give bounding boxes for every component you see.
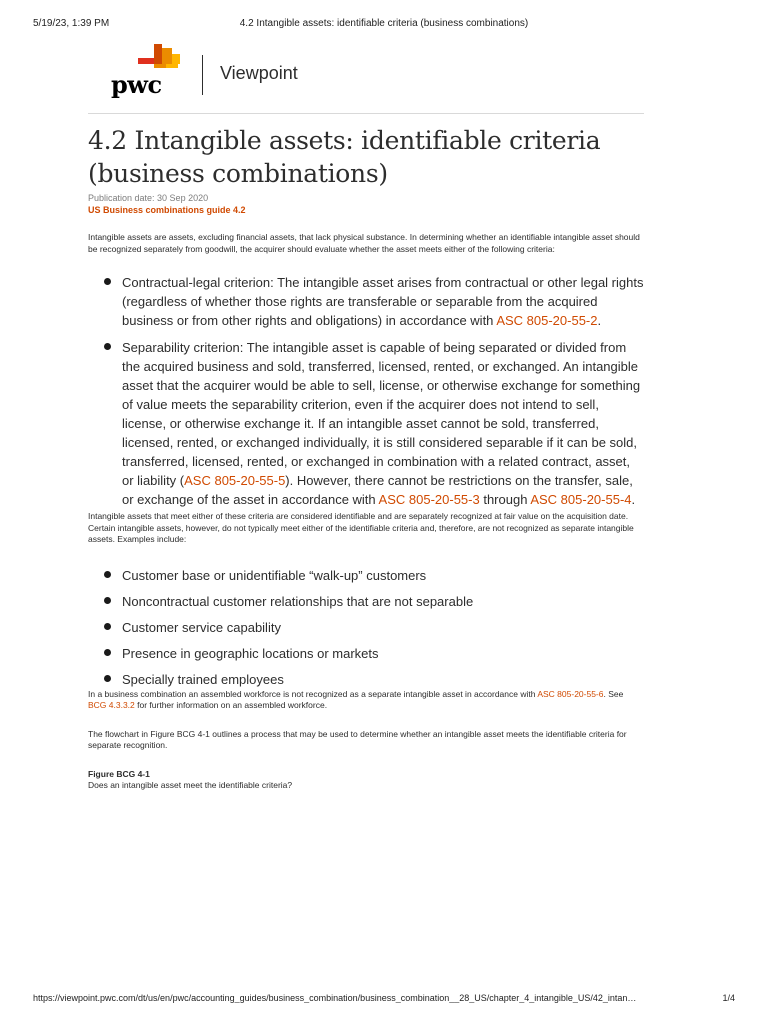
- print-timestamp: 5/19/23, 1:39 PM: [33, 18, 110, 29]
- print-footer: [33, 993, 735, 1007]
- figure-label: Figure BCG 4-1: [88, 768, 150, 779]
- print-header: [33, 18, 735, 32]
- article: [88, 124, 644, 792]
- criterion-contractual-text: Contractual-legal criterion: The intangible asset arises from contractual or other legal rights (regardless of whether those rights are transferable or separable from the acquired business or from other rights and obligations) in accordance with: [122, 275, 644, 328]
- example-item: Customer base or unidentifiable “walk-up” customers: [88, 566, 644, 585]
- print-tab-title: 4.2 Intangible assets: identifiable criteria (business combinations): [239, 18, 529, 29]
- print-url: https://viewpoint.pwc.com/dt/us/en/pwc/accounting_guides/business_combination/business_combination__28_US/chapter_4_intangible_US/42_intan…: [33, 993, 637, 1003]
- page-title: 4.2 Intangible assets: identifiable criteria (business combinations): [88, 126, 601, 188]
- figure-caption: Does an intangible asset meet the identifiable criteria?: [88, 780, 293, 790]
- header-rule: [88, 113, 644, 114]
- print-page-number: 1/4: [722, 993, 735, 1003]
- guide-link[interactable]: US Business combinations guide 4.2: [88, 205, 246, 215]
- assembled-workforce-paragraph: In a business combination an assembled workforce is not recognized as a separate intangible asset in accordance with ASC 805-20-55-6. See BCG 4.3.3.2 for further information on an assembled workforce.: [88, 688, 624, 710]
- logo-divider: [202, 55, 203, 95]
- pwc-logo-word: pwc: [111, 70, 162, 99]
- example-item: Customer service capability: [88, 618, 644, 637]
- asc-805-20-55-4-link[interactable]: ASC 805-20-55-4: [530, 492, 632, 507]
- publication-date: Publication date: 30 Sep 2020: [88, 193, 209, 203]
- example-item: Presence in geographic locations or markets: [88, 644, 644, 663]
- example-item: Noncontractual customer relationships that are not separable: [88, 592, 644, 611]
- criteria-list: [88, 273, 644, 509]
- asc-805-20-55-2-link[interactable]: ASC 805-20-55-2: [496, 313, 598, 328]
- criterion-separability-text: Separability criterion: The intangible asset is capable of being separated or divided from the acquired business and sold, transferred, licensed, rented, or exchanged. An intangible asset that the acquirer would be able to sell, license, or otherwise exchange for something of value meets the separability criterion, even if the acquirer does not intend to sell, license, or otherwise exchange it. If an intangible asset cannot be sold, transferred, licensed, rented, or exchanged individually, it is still considered separable if it can be sold, transferred, licensed, rented, or exchanged in combination with a related contract, asset, or liability (: [122, 340, 641, 488]
- asc-805-20-55-3-link[interactable]: ASC 805-20-55-3: [378, 492, 480, 507]
- intro-paragraph: Intangible assets are assets, excluding financial assets, that lack physical substance. In determining whether an identifiable intangible asset should be recognized separately from goodwill, the acquirer should evaluate whether the asset meets either of the following criteria:: [88, 232, 640, 254]
- asc-805-20-55-6-link[interactable]: ASC 805-20-55-6: [537, 688, 604, 699]
- asc-805-20-55-5-link[interactable]: ASC 805-20-55-5: [184, 473, 286, 488]
- product-name: Viewpoint: [220, 63, 298, 83]
- criterion-separability: Separability criterion: The intangible asset is capable of being separated or divided from the acquired business and sold, transferred, licensed, rented, or exchanged. An intangible asset that the acquirer would be able to sell, license, or otherwise exchange for something of value meets the separability criterion, even if the acquirer does not intend to sell, license, or otherwise exchange it. If an intangible asset cannot be sold, transferred, licensed, rented, or exchanged individually, it is still considered separable if it can be sold, transferred, licensed, rented, or exchanged in combination with a related contract, asset, or liability (ASC 805-20-55-5). However, there cannot be restrictions on the transfer, sale, or exchange of the asset in accordance with ASC 805-20-55-3 through ASC 805-20-55-4.: [88, 338, 644, 509]
- criteria-summary-paragraph: Intangible assets that meet either of these criteria are considered identifiable and are separately recognized at fair value on the acquisition date. Certain intangible assets, however, do not typically meet either of the identifiable criteria and, therefore, are not recognized as separate intangible assets. Examples include:: [88, 511, 634, 544]
- bcg-4-3-3-2-link[interactable]: BCG 4.3.3.2: [88, 700, 135, 710]
- example-item: Specially trained employees: [88, 670, 644, 689]
- criterion-contractual: Contractual-legal criterion: The intangible asset arises from contractual or other legal rights (regardless of whether those rights are transferable or separable from the acquired business or from other rights and obligations) in accordance with ASC 805-20-55-2.: [88, 273, 644, 330]
- flowchart-intro-paragraph: The flowchart in Figure BCG 4-1 outlines a process that may be used to determine whether an intangible asset meets the identifiable criteria for separate recognition.: [88, 728, 627, 750]
- examples-list: [88, 566, 644, 689]
- pwc-logo[interactable]: [108, 44, 188, 100]
